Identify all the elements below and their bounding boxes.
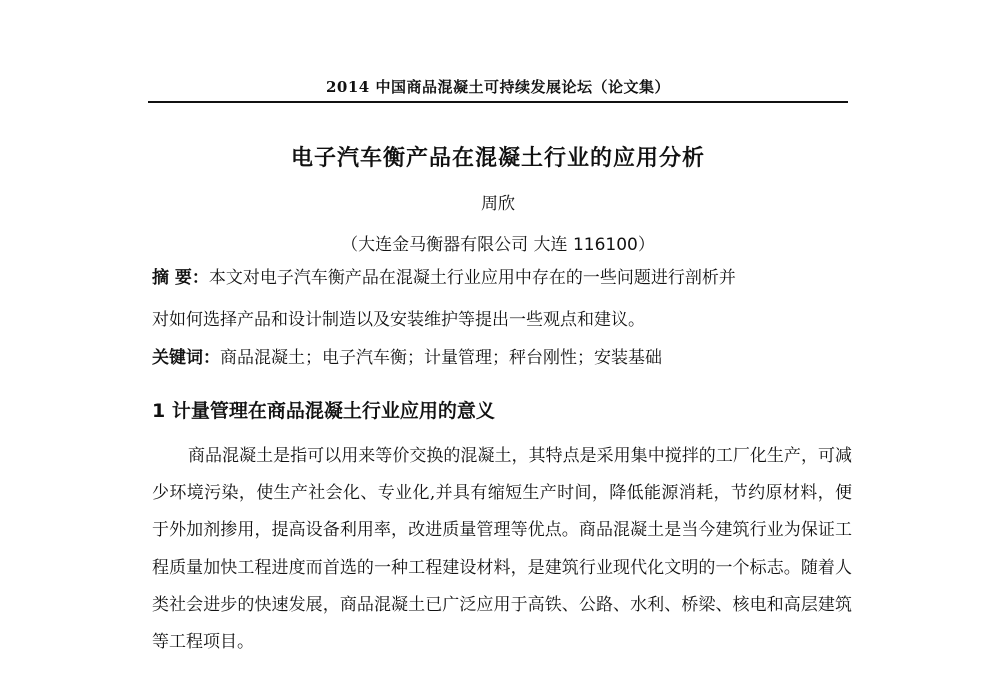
running-header: 2014 中国商品混凝土可持续发展论坛（论文集） (326, 78, 670, 96)
body-paragraph: 商品混凝土是指可以用来等价交换的混凝土，其特点是采用集中搅拌的工厂化生产，可减少环境污染，使生产社会化、专业化,并具有缩短生产时间，降低能源消耗，节约原材料，便于外加剂掺用，提高设备利用率，改进质量管理等优点。商品混凝土是当今建筑行业为保证工程质量加快工程进度而首选的一种工程建设材料，是建筑行业现代化文明的一个标志。随着人类社会进步的快速发展，商品混凝土已广泛应用于高铁、公路、水利、桥梁、核电和高层建筑等工程项目。 (152, 446, 852, 653)
abstract-label: 摘 要： (152, 268, 209, 288)
paper-title: 电子汽车衡产品在混凝土行业的应用分析 (290, 146, 705, 171)
abstract-text-1: 本文对电子汽车衡产品在混凝土行业应用中存在的一些问题进行剖析并 (208, 268, 736, 288)
author-affiliation: （大连金马衡器有限公司 大连 116100） (341, 235, 655, 255)
keywords-text: 商品混凝土；电子汽车衡；计量管理；秤台刚性；安装基础 (220, 348, 662, 368)
abstract-line-1 (152, 268, 852, 288)
header-rule (148, 101, 848, 103)
keywords-line (152, 348, 852, 368)
keywords-label: 关键词： (152, 348, 220, 368)
abstract-line-2 (152, 310, 852, 330)
abstract-text-2: 对如何选择产品和设计制造以及安装维护等提出一些观点和建议。 (152, 310, 645, 330)
author-name: 周欣 (481, 194, 515, 214)
section-heading: 1 计量管理在商品混凝土行业应用的意义 (152, 400, 495, 422)
